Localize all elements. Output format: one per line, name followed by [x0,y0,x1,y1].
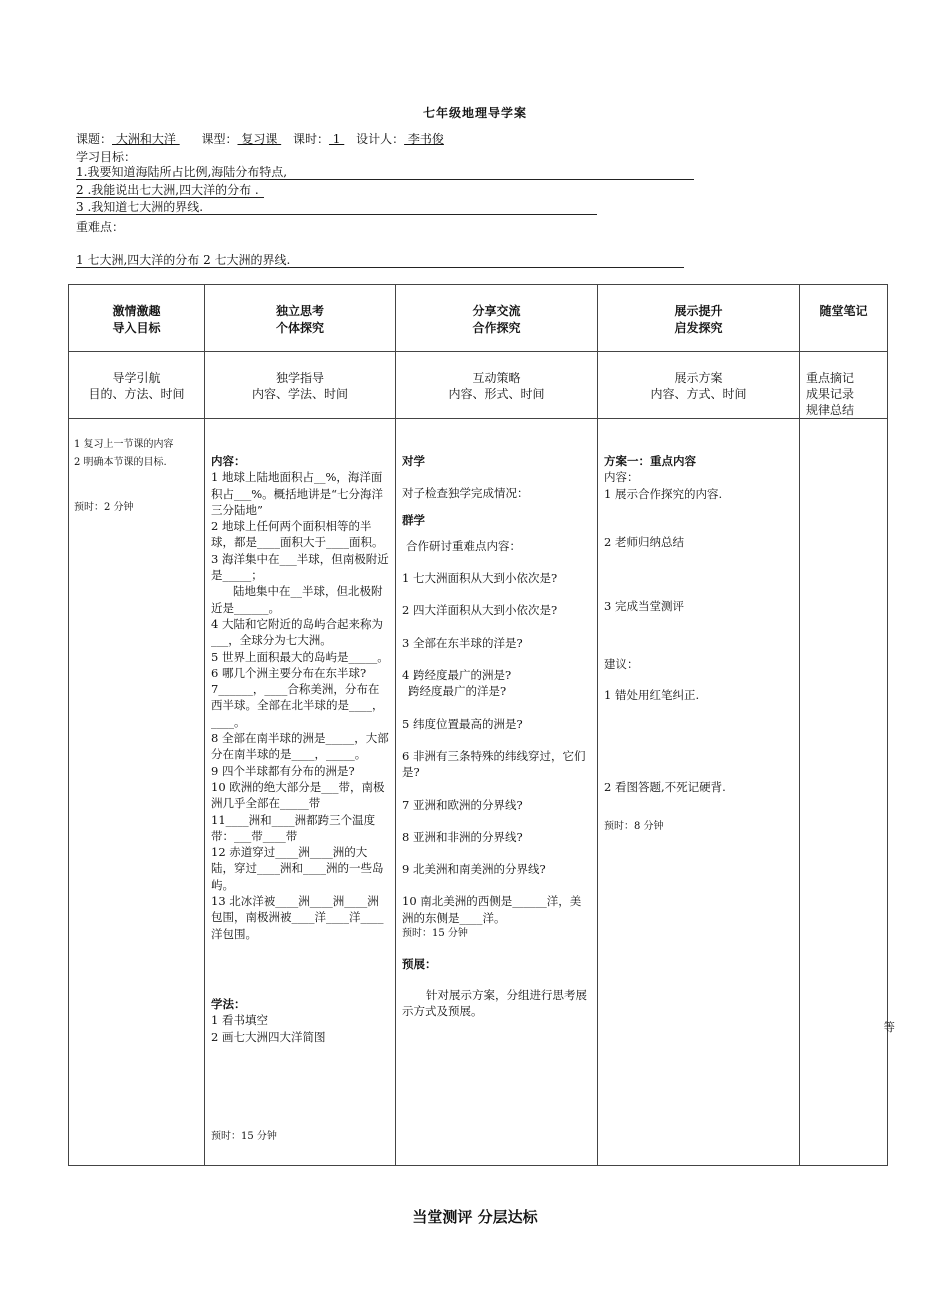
suggest-label: 建议： [604,657,639,672]
self-study-time: 预时：15 分钟 [211,1131,277,1142]
pair-text: 对子检查独学完成情况： [402,486,529,501]
question-11: 11____洲和____洲都跨三个温度带：___带____带 [211,812,376,843]
question-10: 10 欧洲的绝大部分是___带，南极洲几乎全部在_____带 [211,779,385,811]
group-q4b: 跨经度最广的洋是? [408,684,507,699]
footer-title: 当堂测评 分层达标 [412,1208,538,1226]
suggest-item-1: 1 错处用红笔纠正. [604,687,700,702]
guide-item-1: 1 复习上一节课的内容 [74,439,174,450]
group-q7: 7 亚洲和欧洲的分界线? [402,797,523,812]
question-3b: 陆地集中在__半球，但北极附近是______。 [211,584,383,615]
group-q5: 5 纬度位置最高的洲是? [402,716,523,731]
question-9: 9 四个半球都有分布的洲是? [211,763,355,778]
header-col-3: 分享交流 合作探究 [396,285,598,352]
subheader-col-4: 展示方案 内容、方式、时间 [598,352,800,419]
lesson-meta [76,130,444,147]
header-col-2: 独立思考 个体探究 [205,285,396,352]
header-row [69,285,888,352]
question-8: 8 全部在南半球的洲是_____，大部分在南半球的是____，_____。 [211,731,389,762]
hours-label: 课时： [292,132,329,146]
method-label: 学法： [211,996,246,1011]
designer-label: 设计人： [356,132,405,146]
group-q9: 9 北美洲和南美洲的分界线? [402,862,546,877]
guide-cell [69,419,205,1166]
topic-label: 课题： [76,132,113,146]
question-7: 7______，____合称美洲，分布在西半球。全部在北半球的是____，____。 [211,682,384,729]
suggest-item-2: 2 看图答题,不死记硬背. [604,780,726,795]
designer-value: 李书俊 [404,132,444,146]
preview-label: 预展： [402,957,437,972]
guide-item-2: 2 明确本节课的目标. [74,457,167,469]
question-1: 1 地球上陆地面积占__%，海洋面积占___%。概括地讲是“七分海洋三分陆地” [211,470,384,517]
method-1: 1 看书填空 [211,1013,268,1028]
subheader-col-3: 互动策略 内容、形式、时间 [396,352,598,419]
question-5: 5 世界上面积最大的岛屿是_____。 [211,649,389,664]
pair-label: 对学 [402,454,425,468]
plan-content-label: 内容： [604,470,639,485]
method-2: 2 画七大洲四大洋简图 [211,1029,326,1044]
type-label: 课型： [201,132,238,146]
presentation-cell [598,419,800,1166]
presentation-time: 预时：8 分钟 [604,821,664,833]
question-4: 4 大陆和它附近的岛屿合起来称为___，全球分为七大洲。 [211,616,383,648]
topic-value: 大洲和大洋 [112,132,180,146]
header-col-4: 展示提升 启发探究 [598,285,800,352]
lesson-plan-table [68,284,895,1166]
subheader-row [69,352,888,419]
page-title: 七年级地理导学案 [422,106,527,120]
content-label: 内容： [211,454,246,468]
key-points-label: 重难点： [76,220,125,234]
objectives-label: 学习目标： [76,150,137,164]
group-q10: 10 南北美洲的西侧是______洋，美洲的东侧是____洋。 [402,894,582,925]
hours-value: 1 [328,132,345,146]
objective-2: 2 .我能说出七大洲,四大洋的分布 . [76,183,264,198]
objective-3: 3 .我知道七大洲的界线. [76,200,597,215]
type-value: 复习课 [237,132,282,146]
header-col-5: 随堂笔记 [800,285,888,352]
group-q8: 8 亚洲和非洲的分界线? [402,829,523,844]
guide-time: 预时：2 分钟 [74,501,134,513]
question-3a: 3 海洋集中在___半球，但南极附近是_____； [211,551,389,583]
cooperation-cell [396,419,598,1166]
question-2: 2 地球上任何两个面积相等的半球，都是____面积大于____面积。 [211,519,384,550]
notes-etc: 等 [883,1020,895,1034]
group-label: 群学 [402,512,425,527]
group-q4a: 4 跨经度最广的洲是? [402,668,512,683]
subheader-col-2: 独学指导 内容、学法、时间 [205,352,396,419]
header-col-1: 激情激趣 导入目标 [69,285,205,352]
question-12: 12 赤道穿过____洲____洲的大陆，穿过____洲和____洲的一些岛屿。 [211,845,384,892]
cooperation-time: 预时：15 分钟 [402,928,468,940]
group-q2: 2 四大洋面积从大到小依次是? [402,603,558,618]
group-q6: 6 非洲有三条特殊的纬线穿过，它们是? [402,748,586,780]
plan-label: 方案一：重点内容 [604,454,696,468]
subheader-col-5: 重点摘记 成果记录 规律总结 [800,352,888,419]
plan-item-3: 3 完成当堂测评 [604,599,684,614]
subheader-col-1: 导学引航 目的、方法、时间 [69,352,205,419]
group-q3: 3 全部在东半球的洋是? [402,635,523,650]
plan-item-2: 2 老师归纳总结 [604,534,684,549]
content-row [69,419,888,1166]
question-6: 6 哪几个洲主要分布在东半球? [211,665,367,680]
question-13: 13 北冰洋被____洲____洲____洲包围，南极洲被____洋____洋____洋包围。 [211,894,384,941]
group-q1: 1 七大洲面积从大到小依次是? [402,571,558,586]
self-study-cell [205,419,396,1166]
objective-1: 1.我要知道海陆所占比例,海陆分布特点, [76,165,694,180]
notes-cell [800,419,895,1166]
plan-item-1: 1 展示合作探究的内容. [604,486,723,501]
key-points: 1 七大洲,四大洋的分布 2 七大洲的界线. [76,253,684,268]
group-text: 合作研讨重难点内容： [406,538,521,553]
preview-text: 针对展示方案，分组进行思考展示方式及预展。 [402,987,587,1018]
